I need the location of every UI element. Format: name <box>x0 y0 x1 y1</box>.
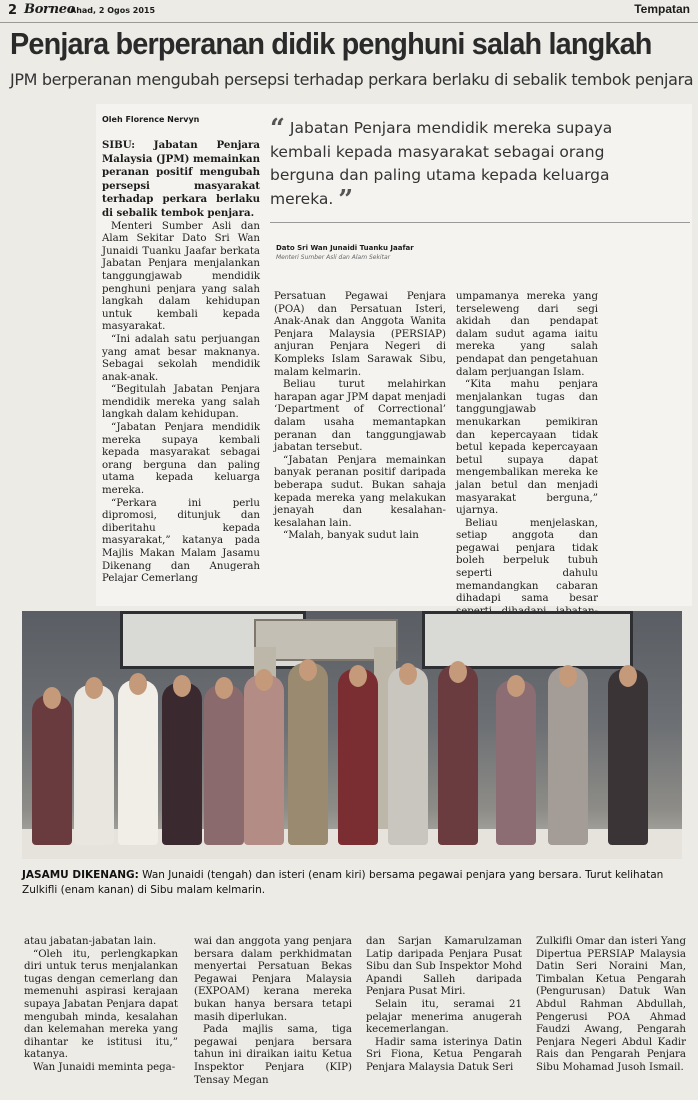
issue-date: Ahad, 2 Ogos 2015 <box>70 6 156 15</box>
person-head <box>349 665 367 687</box>
quote-source-title: Menteri Sumber Asli dan Alam Sekitar <box>276 254 391 261</box>
person <box>388 667 428 845</box>
person <box>204 685 244 845</box>
person <box>244 675 284 845</box>
person-head <box>43 687 61 709</box>
person <box>496 680 536 845</box>
paragraph: Zulkifli Omar dan isteri Yang Dipertua PERSIAP Malaysia Datin Seri Noraini Man, Timbalan Ketua Pengarah (Pengurusan) Datuk Wan Abdul Rahman Abdullah, Pengerusi POA Ahmad Faudzi Awang, Pengarah Penjara Negeri Abdul Kadir Rais dan Pengarah Penjara Sibu Mohamad Jusoh Ismail. <box>536 936 686 1073</box>
byline: Oleh Florence Nervyn <box>102 115 200 124</box>
subheadline: JPM berperanan mengubah persepsi terhadap perkara berlaku di sebalik tembok penjara <box>10 70 694 89</box>
article-column-6 <box>366 936 522 1096</box>
article-column-7 <box>536 936 686 1096</box>
person <box>32 695 72 845</box>
paragraph: Selain itu, seramai 21 pelajar menerima anugerah kecemerlangan. <box>366 998 522 1036</box>
person-head <box>215 677 233 699</box>
open-quote-icon: “ <box>270 114 285 144</box>
person-head <box>129 673 147 695</box>
article-column-3 <box>456 291 598 605</box>
person <box>548 667 588 845</box>
paragraph: “Perkara ini perlu dipromosi, ditunjuk dan diberitahu kepada masyarakat,” katanya pada Majlis Makan Malam Jasamu Dikenang dan Anugerah Pelajar Cemerlang <box>102 497 260 585</box>
caption-lead: JASAMU DIKENANG: <box>22 869 139 881</box>
person <box>438 665 478 845</box>
paragraph: Beliau menjelaskan, setiap anggota dan pegawai penjara tidak boleh berpeluk tubuh seperti dahulu memandangkan cabaran dihadapi sama besar <box>456 517 598 605</box>
person-head <box>507 675 525 697</box>
person-head <box>173 675 191 697</box>
paragraph: “Ini adalah satu perjuangan yang amat besar maknanya. Sebagai sekolah mendidik anak-anak. <box>102 333 260 383</box>
person <box>118 680 158 845</box>
pull-quote-text: Jabatan Penjara mendidik mereka supaya kembali kepada masyarakat sebagai orang berguna dan paling utama kepada keluarga mereka. <box>270 119 613 208</box>
paragraph: Menteri Sumber Asli dan Alam Sekitar Dato Sri Wan Junaidi Tuanku Jaafar berkata Jabatan Penjara menjalankan tanggungjawab mendidik penghuni penjara yang salah langkah dalam kehidupan untuk kembali kepada masyarakat. <box>102 220 260 333</box>
paragraph: umpamanya mereka yang terseleweng dari segi akidah dan pendapat dalam sudut agama iaitu mereka yang salah pendapat dan pengetahuan dalam perjuangan Islam. <box>456 291 598 378</box>
paragraph: SIBU: Jabatan Penjara Malaysia (JPM) memainkan peranan positif mengubah persepsi masyarakat terhadap perkara berlaku di sebalik tembok penjara. <box>102 139 260 219</box>
person-head <box>299 659 317 681</box>
person <box>288 663 328 845</box>
paragraph: Pada majlis sama, tiga pegawai penjara bersara tahun ini diraikan iaitu Ketua Inspektor Penjara (KIP) Tensay Megan <box>194 1024 352 1086</box>
paragraph: “Oleh itu, perlengkapkan diri untuk terus menjalankan tugas dengan cemerlang dan memenuhi aspirasi kerajaan supaya Jabatan Penjara dapat mengubah minda, kesalahan dan kelemahan mereka yang dihantar ke istitusi itu,” katanya. <box>24 948 178 1061</box>
article-column-4 <box>24 936 178 1096</box>
headline: Penjara berperanan didik penghuni salah langkah <box>10 26 652 61</box>
paragraph: atau jabatan-jabatan lain. <box>24 936 157 947</box>
close-quote-icon: ” <box>338 184 354 215</box>
projection-screen <box>422 611 633 669</box>
article-column-2 <box>274 291 446 605</box>
masthead <box>0 0 698 23</box>
paragraph: wai dan anggota yang penjara bersara dalam perkhidmatan menyertai Persatuan Bekas Pegawai Penjara Malaysia (EXPOAM) kerana mereka bukan hanya bersara tetapi masih diperlukan. <box>194 936 352 1023</box>
person <box>74 685 114 845</box>
paragraph: Beliau turut melahirkan harapan agar JPM dapat menjadi ‘Department of Correctional’ dalam usaha memantapkan peranan dan tanggungjawab jabatan tersebut. <box>274 379 446 454</box>
paragraph: “Malah, banyak sudut lain <box>283 530 419 542</box>
quote-source-name: Dato Sri Wan Junaidi Tuanku Jaafar <box>276 244 414 252</box>
person-head <box>449 661 467 683</box>
person-head <box>619 665 637 687</box>
person-head <box>255 669 273 691</box>
person <box>608 669 648 845</box>
paragraph: Wan Junaidi meminta pega- <box>33 1061 176 1073</box>
paragraph: “Kita mahu penjara menjalankan tugas dan tanggungjawab menukarkan pemikiran dan kepercayaan tidak betul kepada kepercayaan betul supaya dapat mengembalikan mereka ke jalan betul dan menjadi masyarakat berguna,” ujarnya. <box>456 379 598 517</box>
paper-logo: Borneo <box>24 2 76 17</box>
article-column-1 <box>102 139 260 605</box>
paragraph: “Begitulah Jabatan Penjara mendidik mereka yang salah langkah dalam kehidupan. <box>102 384 260 421</box>
page-number: 2 <box>8 3 18 18</box>
photo-caption <box>22 868 682 898</box>
article-column-5 <box>194 936 352 1096</box>
person <box>338 669 378 845</box>
paragraph: Hadir sama isterinya Datin Sri Fiona, Ketua Pengarah Penjara Malaysia Datuk Seri <box>366 1036 522 1073</box>
person-head <box>85 677 103 699</box>
person-head <box>399 663 417 685</box>
paragraph: Persatuan Pegawai Penjara (POA) dan Persatuan Isteri, Anak-Anak dan Anggota Wanita Penjara Malaysia (PERSIAP) anjuran Penjara Negeri di Kompleks Islam Sarawak Sibu, malam kelmarin. <box>274 291 446 378</box>
divider <box>270 222 690 223</box>
paragraph: “Jabatan Penjara memainkan banyak peranan positif daripada beberapa sudut. Bukan sahaja kepada mereka yang melakukan jenayah dan kesalahan-kesalahan lain. <box>274 454 446 529</box>
section-label: Tempatan <box>634 2 690 16</box>
pull-quote <box>270 114 630 215</box>
person-head <box>559 665 577 687</box>
paragraph: “Jabatan Penjara mendidik mereka supaya kembali kepada masyarakat sebagai orang berguna dan paling utama kepada keluarga mereka. <box>102 422 260 497</box>
caption-text: Wan Junaidi (tengah) dan isteri (enam kiri) bersama pegawai penjara yang bersara. Turut kelihatan Zulkifli (enam kanan) di Sibu malam kelmarin. <box>22 869 664 896</box>
person <box>162 683 202 845</box>
paragraph: dan Sarjan Kamarulzaman Latip daripada Penjara Pusat Sibu dan Sub Inspektor Mohd Apandi Salleh daripada Penjara Pusat Miri. <box>366 936 522 998</box>
event-photo <box>22 611 682 859</box>
